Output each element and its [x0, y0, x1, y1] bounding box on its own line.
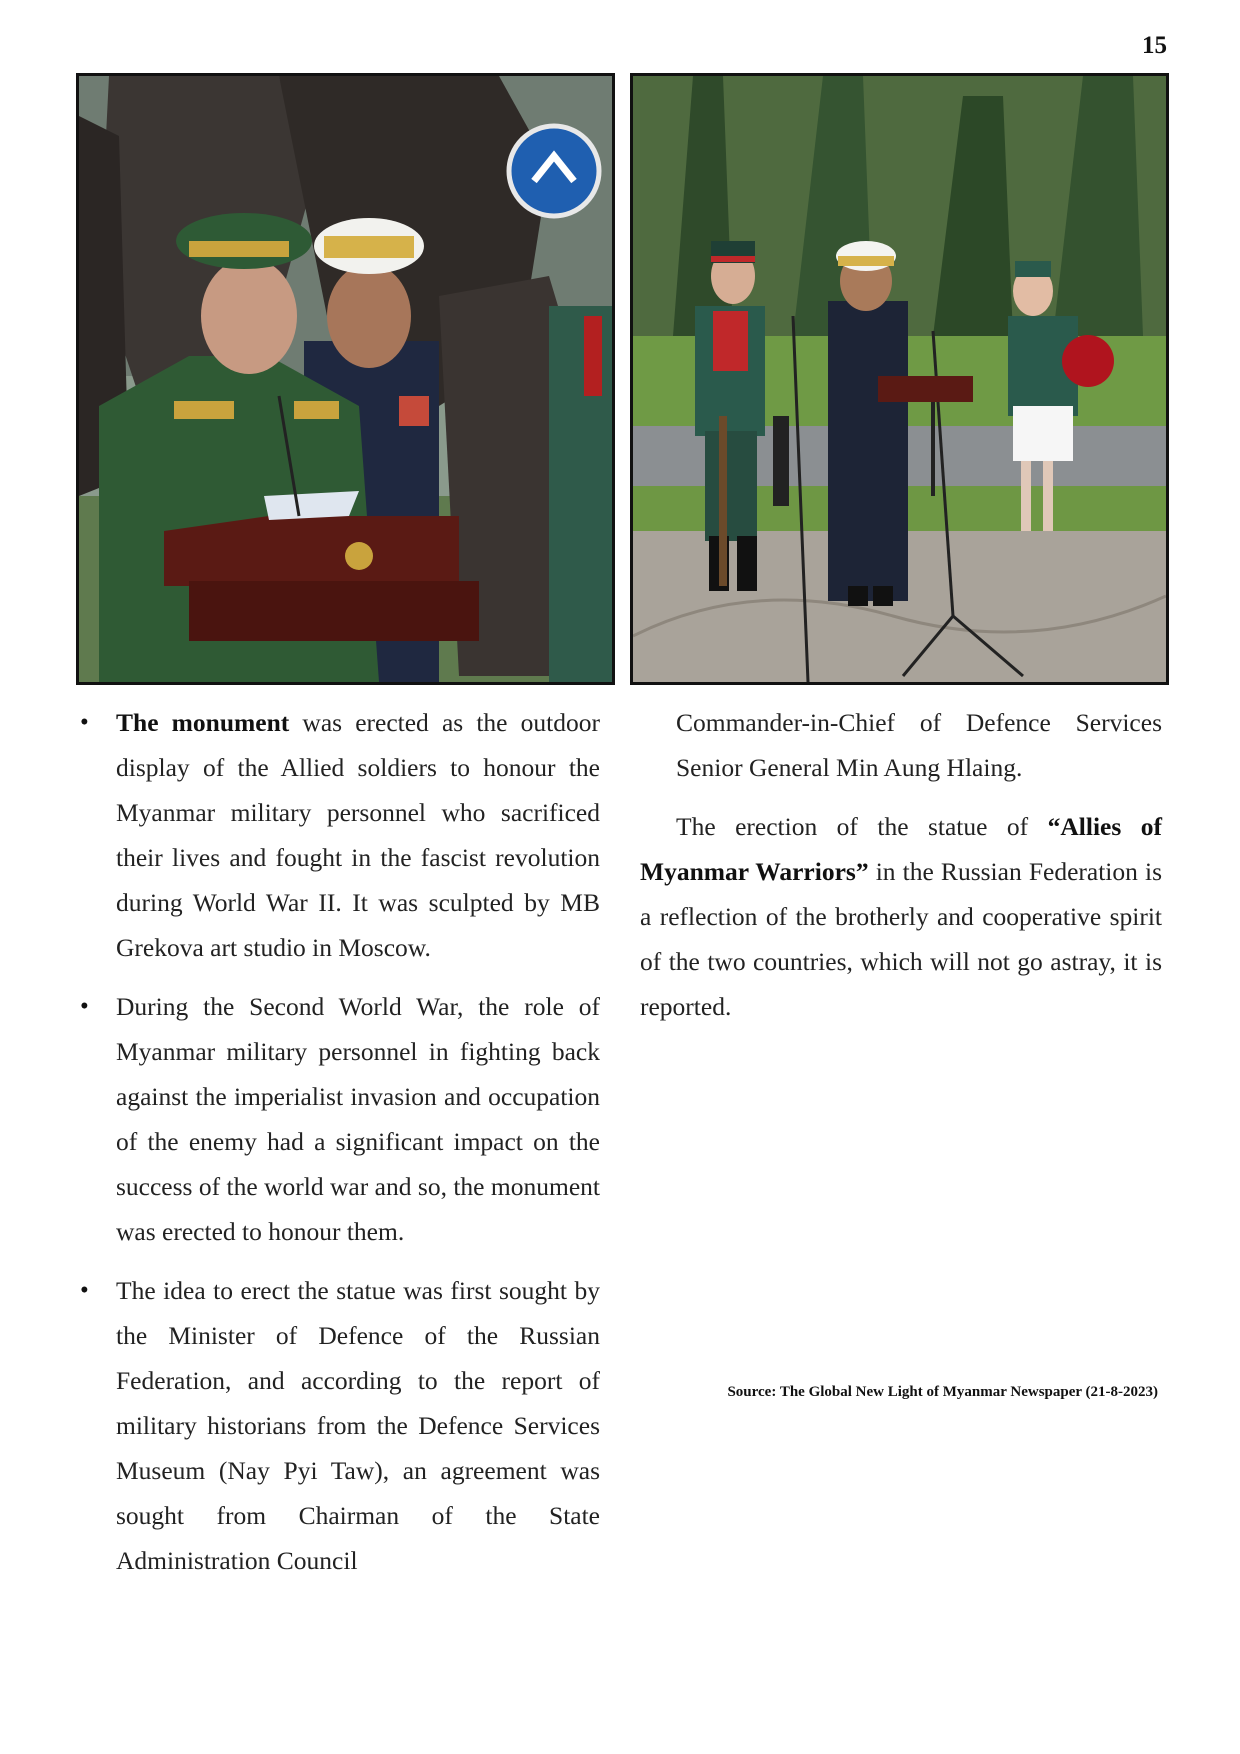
right-text-column	[640, 700, 1162, 1043]
closing-text-before: The erection of the statue of	[676, 812, 1048, 841]
photo-officer-at-microphone	[630, 73, 1169, 685]
photo-podium-illustration	[79, 76, 612, 682]
bullet-text-idea-statue: The idea to erect the statue was first sought by the Minister of Defence of the Russian Federation, and according to the report of military historians from the Defence Services Museum (Nay Pyi Taw), an agreement was sought from Chairman of the State Administration Council	[116, 1276, 600, 1575]
bullet-list	[80, 700, 600, 1583]
bullet-text-monument: was erected as the outdoor display of the Allied soldiers to honour the Myanmar military personnel who sacrificed their lives and fought in the fascist revolution during World War II. It was sculpted by MB Grekova art studio in Moscow.	[116, 708, 600, 962]
bullet-text-second-world-war: During the Second World War, the role of Myanmar military personnel in fighting back against the imperialist invasion and occupation of the enemy had a significant impact on the success of the world war and so, the monument was erected to honour them.	[116, 992, 600, 1246]
photo-ceremony-illustration	[633, 76, 1166, 682]
bullet-item-idea-statue	[80, 1268, 600, 1583]
left-text-column	[80, 700, 600, 1597]
statue-name: “Allies of Myanmar Warriors”	[640, 812, 1162, 886]
page-number: 15	[1142, 32, 1167, 59]
photo-speaker-at-podium	[76, 73, 615, 685]
bullet-item-monument	[80, 700, 600, 970]
closing-paragraph	[640, 804, 1162, 1029]
bullet-item-second-world-war	[80, 984, 600, 1254]
source-citation: Source: The Global New Light of Myanmar Newspaper (21-8-2023)	[727, 1384, 1158, 1400]
bullet-bold-monument: The monument	[116, 708, 290, 737]
closing-text-after: in the Russian Federation is a reflection of the brotherly and cooperative spirit of the two countries, which will not go astray, it is reported.	[640, 857, 1162, 1021]
continuation-paragraph: Commander-in-Chief of Defence Services Senior General Min Aung Hlaing.	[676, 708, 1162, 782]
